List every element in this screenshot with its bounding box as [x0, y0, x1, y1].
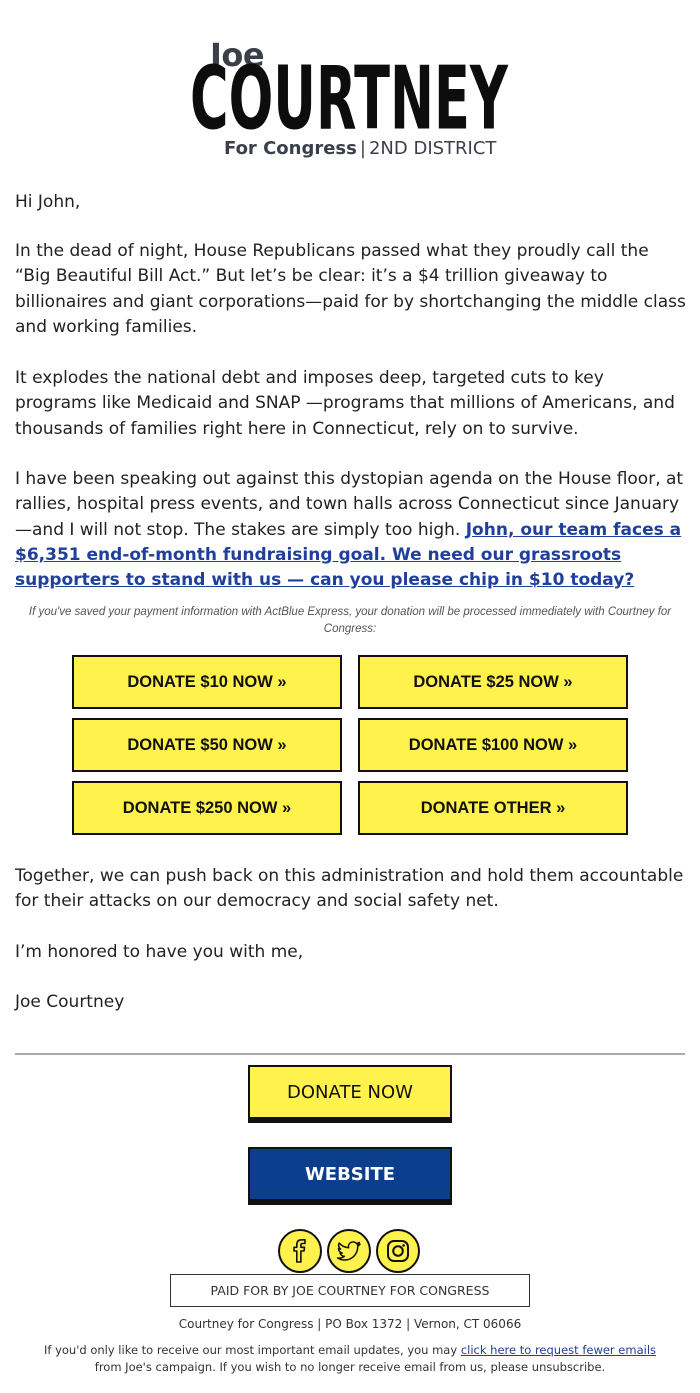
donate-250-button[interactable]: DONATE $250 NOW »: [72, 781, 342, 835]
logo-sub-district: 2ND DISTRICT: [368, 138, 497, 159]
fewer-emails-link[interactable]: click here to request fewer emails: [460, 1343, 657, 1357]
instagram-icon[interactable]: [376, 1229, 420, 1273]
email-preferences-note: [30, 1342, 670, 1376]
note-before: If you'd only like to receive our most important email updates, you may: [43, 1343, 461, 1357]
paid-for-disclaimer: PAID FOR BY JOE COURTNEY FOR CONGRESS: [170, 1274, 530, 1307]
actblue-note: If you've saved your payment information with ActBlue Express, your donation will be processed immediately with Courtney for Congress:: [28, 606, 672, 635]
signature: Joe Courtney: [15, 992, 125, 1012]
campaign-logo: [0, 36, 700, 166]
donate-25-button[interactable]: DONATE $25 NOW »: [358, 655, 628, 709]
paragraph-3: [15, 467, 687, 593]
paragraph-3-text: I have been speaking out against this dystopian agenda on the House floor, at rallies, hospital press events, and town halls across Connecticut since January—and I will not stop. The stakes are simply too high.: [15, 469, 684, 540]
greeting: Hi John,: [15, 192, 81, 212]
donate-ask-link[interactable]: John, our team faces a $6,351 end-of-month fundraising goal. We need our grassroots supporters to stand with us — can you please chip in $10 today?: [15, 519, 682, 591]
divider: [15, 1053, 685, 1055]
donate-50-button[interactable]: DONATE $50 NOW »: [72, 718, 342, 772]
paragraph-4: Together, we can push back on this administration and hold them accountable for their attacks on our democracy and social safety net.: [15, 866, 684, 912]
logo-subtitle: [224, 138, 496, 159]
facebook-icon[interactable]: [278, 1229, 322, 1273]
logo-sub-bold: For Congress: [224, 138, 357, 159]
donate-other-button[interactable]: DONATE OTHER »: [358, 781, 628, 835]
paragraph-1: In the dead of night, House Republicans passed what they proudly call the “Big Beautiful Bill Act.” But let’s be clear: it’s a $4 trillion giveaway to billionaires and giant corporations—paid for by shortchanging the middle class and working families.: [15, 241, 686, 337]
logo-sub-separator: |: [359, 138, 366, 159]
donate-10-button[interactable]: DONATE $10 NOW »: [72, 655, 342, 709]
twitter-icon[interactable]: [327, 1229, 371, 1273]
paragraph-2: It explodes the national debt and imposes deep, targeted cuts to key programs like Medicaid and SNAP —programs that millions of Americans, and thousands of families right here in Connecticut, rely on to survive.: [15, 368, 675, 439]
donate-now-button[interactable]: DONATE NOW: [248, 1065, 452, 1123]
logo-first-name: Joe: [210, 36, 265, 74]
svg-text:COURTNEY: COURTNEY: [189, 62, 509, 142]
mailing-address: Courtney for Congress | PO Box 1372 | Vernon, CT 06066: [178, 1317, 522, 1331]
closing-line: I’m honored to have you with me,: [15, 942, 304, 962]
note-after: from Joe's campaign. If you wish to no longer receive email from us, please unsubscribe.: [94, 1360, 606, 1374]
donate-100-button[interactable]: DONATE $100 NOW »: [358, 718, 628, 772]
logo-last-name: [188, 62, 510, 142]
website-button[interactable]: WEBSITE: [248, 1147, 452, 1205]
